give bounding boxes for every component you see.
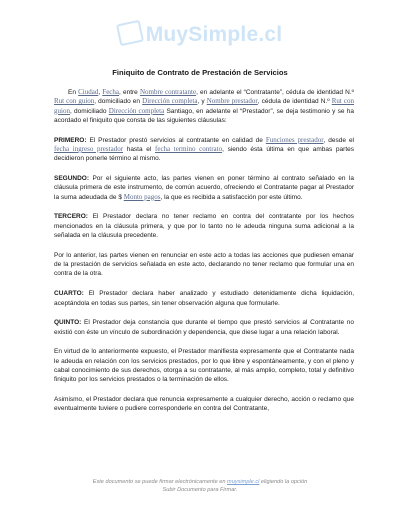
field-fecha-ingreso[interactable]: fecha ingreso prestador <box>54 144 124 153</box>
clause-label: TERCERO: <box>54 213 88 221</box>
brand-logo <box>0 22 400 47</box>
field-fecha-termino[interactable]: fecha termino contrato <box>155 144 223 153</box>
paragraph-en-virtud: En virtud de lo anteriormente expuesto, el Prestador manifiesta expresamente que el Contratante nada le adeuda en relación con los servicios prestados, por lo que libre y espontáneamente, y con el pleno y cabal conocimiento de sus derechos, otorga a su contratante, al más amplio, completo, total y definitivo finiquito por los servicios prestados o la terminación de ellos. <box>54 348 354 384</box>
paragraph-por-lo-anterior: Por lo anterior, las partes vienen en renunciar en este acto a todas las acciones que pudiesen emanar de la prestación de servicios señalada en este acto, declarando no tener reclamo que formular una en contra de la otra. <box>54 251 354 278</box>
clause-cuarto: CUARTO: El Prestador declara haber analizado y estudiado detenidamente dicha liquidación, aceptándola en todas sus partes, sin tener observación alguna que formularle. <box>54 290 354 307</box>
field-funciones-prestador[interactable]: Funciones prestador <box>265 135 324 144</box>
paragraph-asimismo: Asimismo, el Prestador declara que renuncia expresamente a cualquier derecho, acción o reclamo que eventualmente tuviere o pudiere corresponderle en contra del Contratante, <box>54 396 354 413</box>
footer-link[interactable]: muysimple.cl <box>227 479 260 485</box>
clause-label: QUINTO: <box>54 319 82 327</box>
field-ciudad[interactable]: Ciudad <box>78 88 99 96</box>
logo-icon <box>116 20 144 47</box>
footer-line-1: Este documento se puede firmar electrónicamente en muysimple.cl eligiendo la opción <box>92 479 308 485</box>
document-title: Finiquito de Contrato de Prestación de Servicios <box>112 68 288 77</box>
clause-primero: PRIMERO: El Prestador prestó servicios al contratante en calidad de Funciones prestador, desde el fecha ingreso prestador hasta el fecha termino contrato, siendo ésta última en que ambas partes decidieron ponerle término al mismo. <box>54 135 354 163</box>
clause-quinto: QUINTO: El Prestador deja constancia que durante el tiempo que prestó servicios al Contratante no existió con éste un vínculo de subordinación y dependencia, que diese lugar a una relación laboral. <box>54 319 354 336</box>
logo-text: MuySimple.cl <box>145 23 283 46</box>
field-nombre-contratante[interactable]: Nombre contratante <box>139 88 197 96</box>
clause-label: PRIMERO: <box>54 136 87 144</box>
field-direccion-contratante[interactable]: Dirección completa <box>142 97 198 106</box>
document-body <box>54 88 354 424</box>
clause-tercero: TERCERO: El Prestador declara no tener reclamo en contra del contratante por los hechos mencionados en la cláusula primera, y que por lo tanto no le adeuda ninguna suma adicional a la señalada en la cláusula precedente. <box>54 213 354 240</box>
intro-paragraph: En Ciudad, Fecha, entre Nombre contratante, en adelante el “Contratante”, cédula de identidad N.º Rut con guion, domiciliado en Dirección completa, y Nombre prestador, cédula de identidad N.º Rut con guion, domiciliado Dirección completa Santiago, en adelante el “Prestador”, se deja testimonio y se ha acordado el finiquito que consta de las siguientes cláusulas: <box>54 88 354 124</box>
footer-line-2: Subir Documento para Firmar. <box>162 487 238 493</box>
field-rut-contratante[interactable]: Rut con guion <box>54 97 95 106</box>
clause-segundo: SEGUNDO: Por el siguiente acto, las partes vienen en poner término al contrato señalado en la cláusula primera de este instrumento, de común acuerdo, ofreciendo el Contratante pagar al Prestador la suma adeudada de $ Monto pagos, la que es recibida a satisfacción por este último. <box>54 175 354 201</box>
field-monto-pagos[interactable]: Monto pagos <box>123 192 161 201</box>
field-rut-prestador[interactable]: Rut con guion <box>54 97 354 115</box>
clause-label: SEGUNDO: <box>54 175 90 183</box>
footer-note <box>0 478 400 494</box>
clause-label: CUARTO: <box>54 290 84 298</box>
field-direccion-prestador[interactable]: Dirección completa <box>108 106 165 115</box>
field-fecha[interactable]: Fecha <box>102 88 120 96</box>
field-nombre-prestador[interactable]: Nombre prestador <box>206 97 258 106</box>
